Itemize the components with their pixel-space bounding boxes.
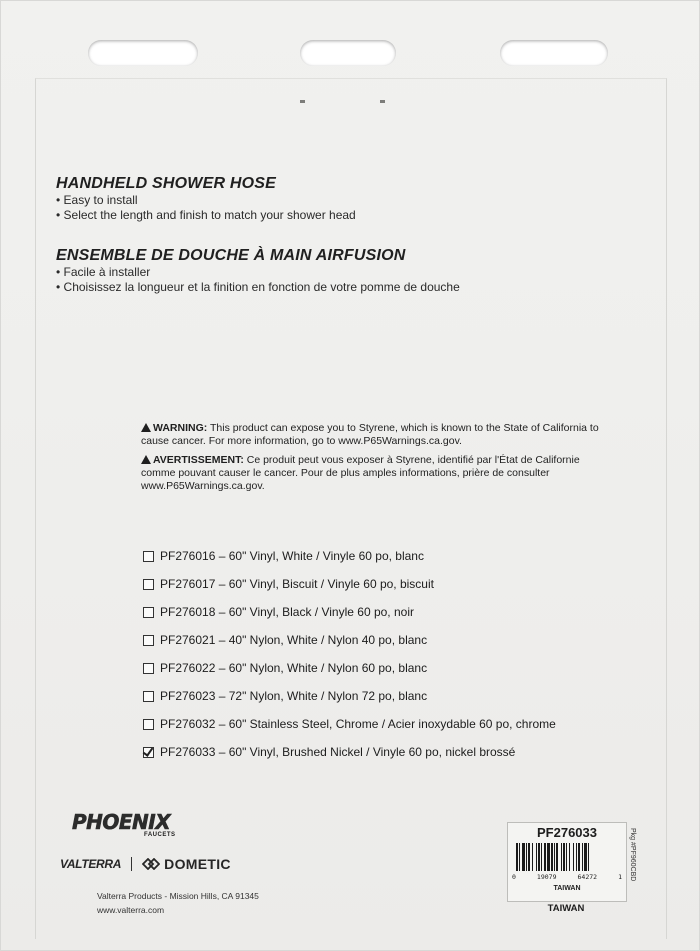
barcode — [514, 843, 620, 876]
checkbox-icon[interactable] — [143, 551, 154, 562]
package-code: Pkg #PF960CBD — [629, 828, 636, 882]
sku-number: PF276033 — [537, 825, 597, 840]
phoenix-subtitle: FAUCETS — [144, 832, 176, 838]
variant-option[interactable] — [143, 738, 556, 766]
barcode-digit-group: 0 — [512, 873, 516, 881]
barcode-bar — [578, 843, 580, 871]
variant-label: PF276023 – 72" Nylon, White / Nylon 72 po, blanc — [160, 689, 428, 703]
barcode-bar — [584, 843, 587, 871]
barcode-bar — [544, 843, 546, 871]
warning-lead-fr: AVERTISSEMENT: — [153, 454, 244, 466]
barcode-bar — [528, 843, 530, 871]
brand-divider — [131, 857, 132, 871]
phoenix-logo — [72, 810, 176, 838]
barcode-bar — [566, 843, 567, 871]
warning-fr — [141, 454, 601, 493]
dometic-wordmark: DOMETIC — [164, 856, 231, 872]
feature-en-1: • Easy to install — [56, 193, 138, 207]
barcode-digit-group: 1 — [618, 873, 622, 881]
dometic-logo — [142, 856, 231, 872]
blister-mark-right — [380, 100, 385, 103]
barcode-bar — [561, 843, 562, 871]
variant-option[interactable] — [143, 654, 556, 682]
warning-text-fr: Ce produit peut vous exposer à Styrene, identifié par l'État de Californie comme pouvant causer le cancer. Pour de plus amples informations, prière de consulter www.P65Warnings.ca.gov. — [141, 454, 580, 492]
barcode-bar — [522, 843, 525, 871]
variant-label: PF276033 – 60" Vinyl, Brushed Nickel / Vinyle 60 po, nickel brossé — [160, 745, 516, 759]
hang-slot-middle — [300, 40, 396, 66]
variant-option[interactable] — [143, 710, 556, 738]
upc-label — [507, 822, 627, 902]
feature-fr-1: • Facile à installer — [56, 265, 151, 279]
barcode-bar — [532, 843, 533, 871]
blister-mark-left — [300, 100, 305, 103]
checkbox-icon[interactable] — [143, 719, 154, 730]
barcode-bar — [516, 843, 518, 871]
barcode-bar — [576, 843, 577, 871]
checkbox-icon[interactable] — [143, 579, 154, 590]
warning-lead-en: WARNING: — [153, 422, 208, 434]
barcode-digit-group: 64272 — [577, 873, 598, 881]
warning-text-en: This product can expose you to Styrene, which is known to the State of California to cause cancer. For more information, go to www.P65Warnings.ca.gov. — [141, 422, 599, 447]
country-origin: TAIWAN — [547, 903, 585, 914]
hang-slot-left — [88, 40, 198, 66]
valterra-logo: VALTERRA — [60, 857, 122, 871]
variant-label: PF276016 – 60" Vinyl, White / Vinyle 60 po, blanc — [160, 549, 424, 563]
barcode-bar — [538, 843, 540, 871]
barcode-bar — [519, 843, 520, 871]
warning-triangle-icon — [141, 423, 151, 432]
checkbox-icon[interactable] — [143, 635, 154, 646]
variant-option[interactable] — [143, 682, 556, 710]
english-description — [56, 175, 356, 223]
warning-triangle-icon — [141, 455, 151, 464]
barcode-bar — [573, 843, 574, 871]
barcode-bar — [551, 843, 553, 871]
barcode-bar — [554, 843, 555, 871]
checkbox-icon[interactable] — [143, 747, 154, 758]
barcode-bar — [541, 843, 542, 871]
prop65-warnings — [141, 422, 601, 499]
hang-slot-right — [500, 40, 608, 66]
product-title-en: HANDHELD SHOWER HOSE — [56, 175, 277, 192]
variant-label: PF276018 – 60" Vinyl, Black / Vinyle 60 po, noir — [160, 605, 414, 619]
barcode-bar — [582, 843, 583, 871]
variant-label: PF276021 – 40" Nylon, White / Nylon 40 po, blanc — [160, 633, 428, 647]
checkbox-icon[interactable] — [143, 663, 154, 674]
feature-en-2: • Select the length and finish to match your shower head — [56, 208, 356, 222]
variant-label: PF276032 – 60" Stainless Steel, Chrome / Acier inoxydable 60 po, chrome — [160, 717, 556, 731]
company-address: Valterra Products - Mission Hills, CA 91345 — [97, 891, 259, 901]
barcode-bar — [569, 843, 570, 871]
barcode-bar — [547, 843, 550, 871]
barcode-digits — [512, 873, 622, 881]
variant-option[interactable] — [143, 598, 556, 626]
checkbox-icon[interactable] — [143, 691, 154, 702]
company-website: www.valterra.com — [97, 905, 165, 915]
barcode-digit-group: 19079 — [536, 873, 557, 881]
feature-fr-2: • Choisissez la longueur et la finition en fonction de votre pomme de douche — [56, 280, 460, 294]
variant-option[interactable] — [143, 570, 556, 598]
checkbox-icon[interactable] — [143, 607, 154, 618]
variant-option[interactable] — [143, 626, 556, 654]
variant-label: PF276022 – 60" Nylon, White / Nylon 60 po, blanc — [160, 661, 428, 675]
variant-label: PF276017 – 60" Vinyl, Biscuit / Vinyle 60 po, biscuit — [160, 577, 434, 591]
barcode-bar — [536, 843, 537, 871]
barcode-bar — [563, 843, 565, 871]
country-origin-small: TAIWAN — [553, 885, 581, 892]
brand-row — [60, 856, 231, 872]
product-title-fr: ENSEMBLE DE DOUCHE À MAIN AIRFUSION — [56, 247, 406, 264]
variant-option[interactable] — [143, 542, 556, 570]
phoenix-wordmark: PHOENIX — [72, 810, 171, 834]
barcode-bar — [526, 843, 527, 871]
warning-en — [141, 422, 601, 448]
french-description — [56, 247, 460, 295]
barcode-bar — [556, 843, 558, 871]
variant-list — [143, 542, 556, 766]
dometic-mark-icon — [142, 858, 160, 870]
barcode-bar — [588, 843, 589, 871]
